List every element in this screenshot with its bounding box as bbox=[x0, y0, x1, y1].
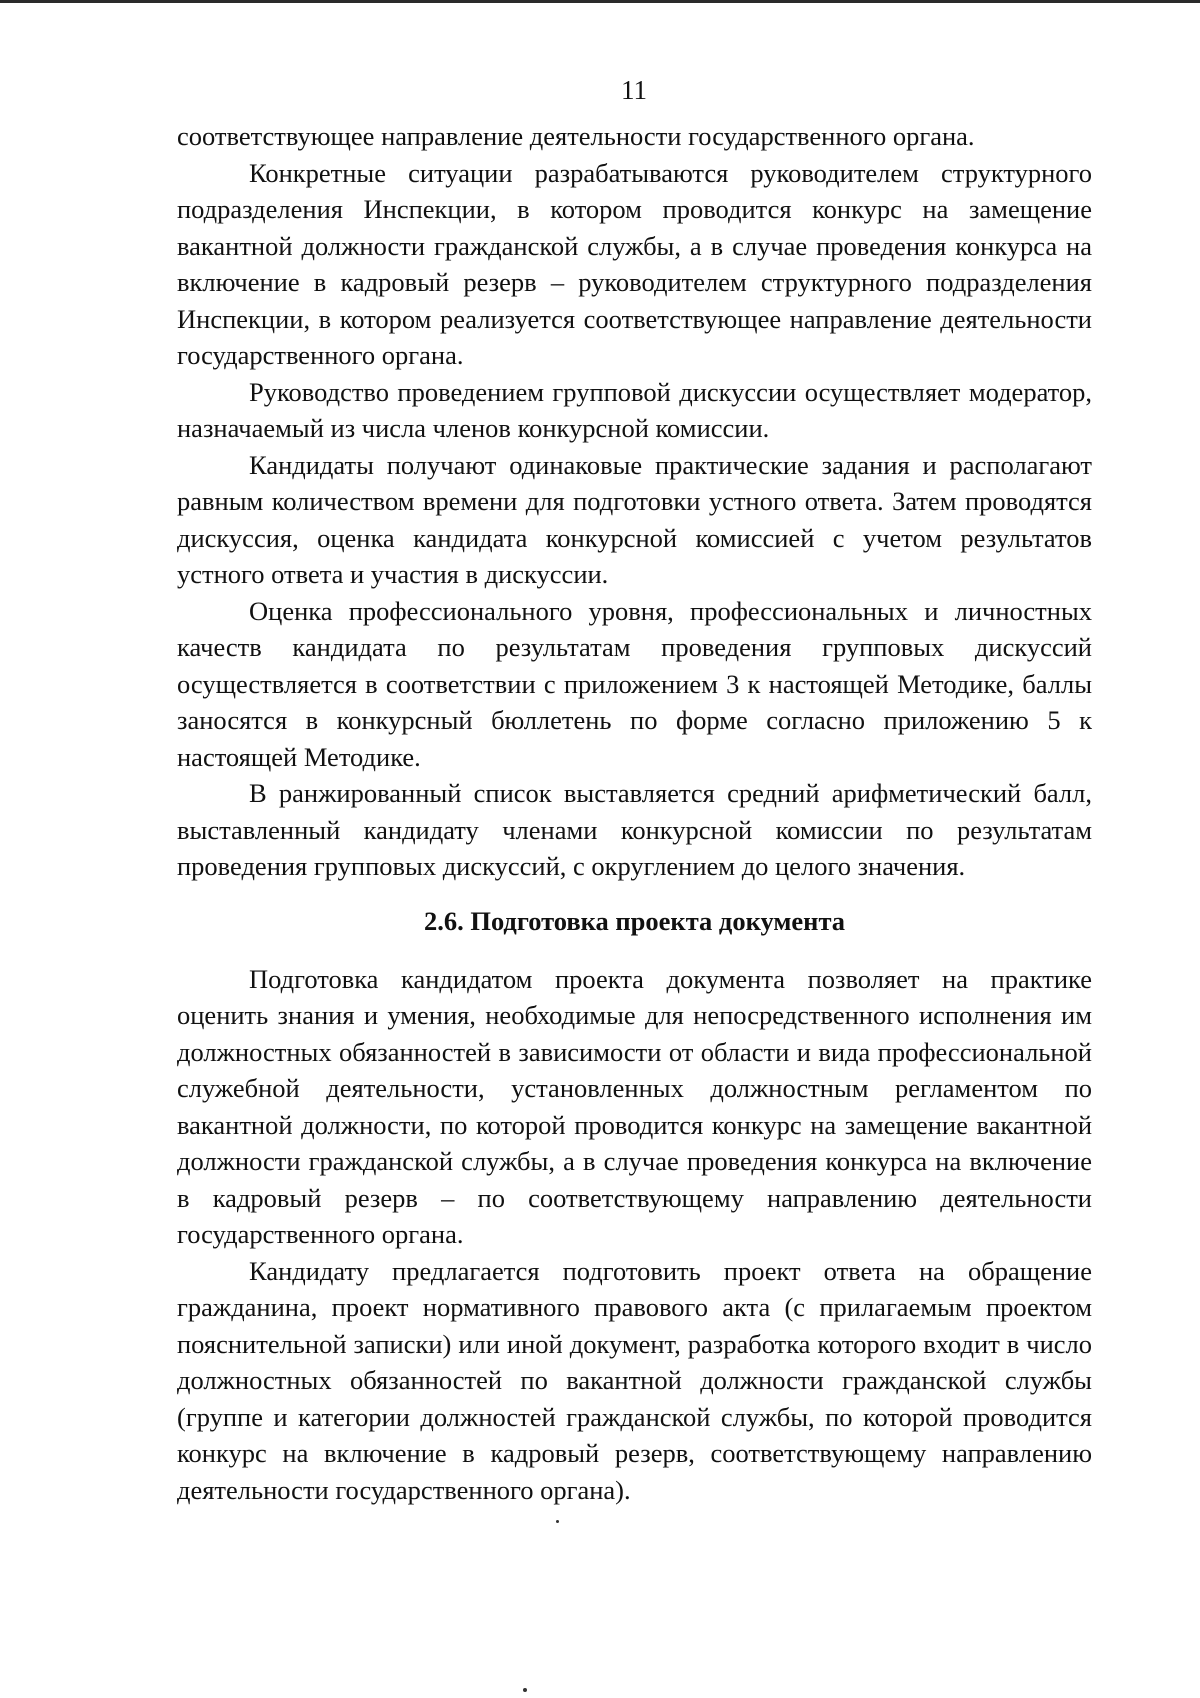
paragraph: соответствующее направление деятельности государственного органа. bbox=[177, 121, 975, 151]
paragraph: Кандидату предлагается подготовить проект ответа на обращение гражданина, проект нормативного правового акта (с прилагаемым проектом пояснительной записки) или иной документ, разработка которого входит в число должностных обязанностей по вакантной должности гражданской службы (группе и категории должностей гражданской службы, по которой проводится конкурс на включение в кадровый резерв, соответствующему направлению деятельности государственного органа). bbox=[177, 1255, 1092, 1505]
paragraph: В ранжированный список выставляется средний арифметический балл, выставленный кандидату членами конкурсной комиссии по результатам проведения групповых дискуссий, с округлением до целого значения. bbox=[177, 778, 1092, 881]
page-number: 11 bbox=[621, 75, 647, 105]
document-body bbox=[177, 118, 1092, 1508]
paragraph: Конкретные ситуации разрабатываются руководителем структурного подразделения Инспекции, в котором проводится конкурс на замещение вакантной должности гражданской службы, а в случае проведения конкурса на включение в кадровый резерв – руководителем структурного подразделения Инспекции, в котором реализуется соответствующее направление деятельности государственного органа. bbox=[177, 157, 1092, 370]
paragraph: Оценка профессионального уровня, профессиональных и личностных качеств кандидата по результатам проведения групповых дискуссий осуществляется в соответствии с приложением 3 к настоящей Методике, баллы заносятся в конкурсный бюллетень по форме согласно приложению 5 к настоящей Методике. bbox=[177, 595, 1092, 772]
scan-top-edge bbox=[0, 0, 1200, 3]
paragraph: Подготовка кандидатом проекта документа позволяет на практике оценить знания и умения, необходимые для непосредственного исполнения им должностных обязанностей в зависимости от области и вида профессиональной служебной деятельности, установленных должностным регламентом по вакантной должности, по которой проводится конкурс на замещение вакантной должности гражданской службы, а в случае проведения конкурса на включение в кадровый резерв – по соответствующему направлению деятельности государственного органа. bbox=[177, 963, 1092, 1249]
section-heading: 2.6. Подготовка проекта документа bbox=[423, 905, 846, 936]
paragraph: Кандидаты получают одинаковые практические задания и располагают равным количеством времени для подготовки устного ответа. Затем проводятся дискуссия, оценка кандидата конкурсной комиссией с учетом результатов устного ответа и участия в дискуссии. bbox=[177, 449, 1092, 589]
scan-speck bbox=[523, 1688, 527, 1692]
scan-speck bbox=[556, 1520, 559, 1523]
paragraph: Руководство проведением групповой дискуссии осуществляет модератор, назначаемый из числа членов конкурсной комиссии. bbox=[177, 376, 1092, 443]
